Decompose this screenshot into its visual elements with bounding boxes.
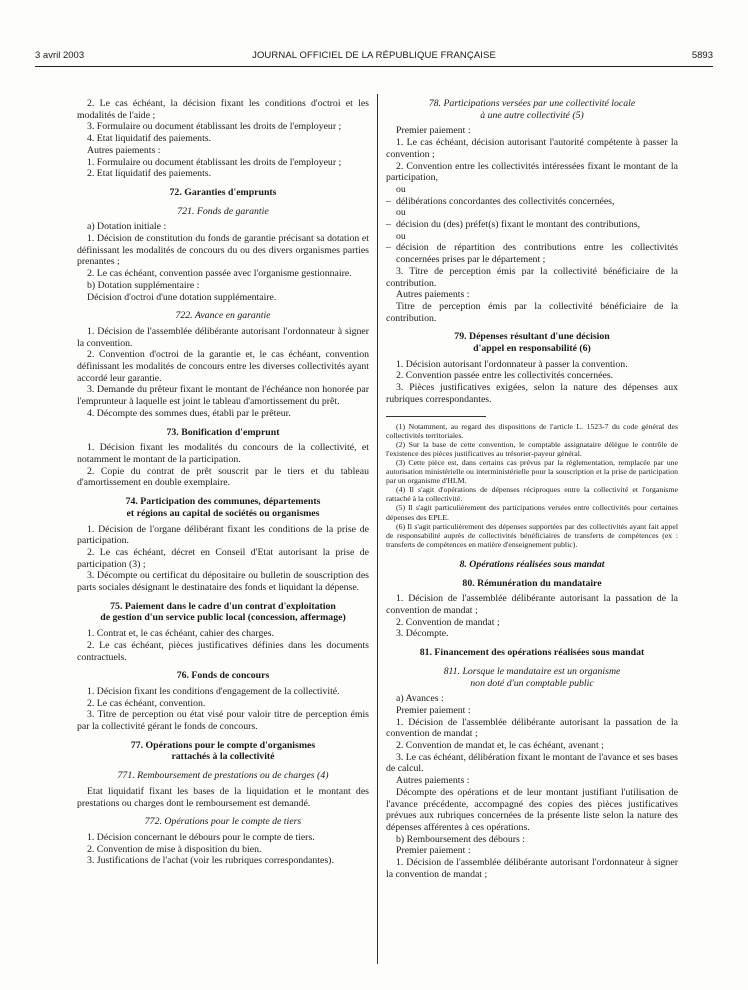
dash-item [386, 219, 678, 231]
paragraph: Premier paiement : [396, 704, 471, 716]
paragraph: 2. Le cas échéant, la décision fixant les conditions d'octroi et les modalités de l'aide ; [77, 98, 369, 121]
paragraph: 1. Décision concernant le débours pour le compte de tiers. [87, 831, 315, 843]
paragraph: 2. Convention de mise à disposition du bien. [87, 843, 262, 855]
paragraph: 2. Le cas échéant, convention passée avec l'organisme gestionnaire. [87, 268, 352, 280]
paragraph: 1. Décision fixant les modalités du concours de la collectivité, et notamment le montant de la participation. [77, 442, 369, 465]
paragraph: 3. Le cas échéant, délibération fixant le montant de l'avance et ses bases de calcul. [386, 751, 678, 775]
section-heading-81: 81. Financement des opérations réalisées sous mandat [419, 647, 645, 659]
heading-line: non doté d'un comptable public [470, 677, 594, 689]
or-connector: ou [396, 183, 406, 195]
paragraph: Premier paiement : [396, 845, 471, 857]
paragraph: 3. Pièces justificatives exigées, selon la nature des dépenses aux rubriques correspondantes. [386, 382, 678, 405]
section-heading-80: 80. Rémunération du mandataire [462, 577, 602, 589]
section-heading-75 [77, 601, 369, 624]
paragraph: Autres paiements : [396, 775, 470, 787]
paragraph: a) Dotation initiale : [87, 221, 167, 233]
footnotes [386, 422, 678, 549]
footnote: (4) Il s'agit d'opérations de dépenses réciproques entre la collectivité et l'organisme rattaché à la collectivité. [386, 485, 678, 504]
dash-item [386, 196, 678, 208]
section-heading-8: 8. Opérations réalisées sous mandat [459, 558, 605, 570]
paragraph: 1. Décision autorisant l'ordonnateur à passer la convention. [396, 358, 628, 370]
section-heading-77 [77, 740, 369, 763]
heading-line: 77. Opérations pour le compte d'organismes [130, 739, 316, 751]
paragraph: 1. Décision de l'assemblée délibérante autorisant l'ordonnateur à signer la convention de mandat ; [386, 857, 678, 880]
paragraph: Décompte des opérations et de leur montant justifiant l'utilisation de l'avance précédente, accompagné des copies des pièces justificatives prévues aux rubriques concernées de la présente liste selon la nature des dépenses afférentes à ces opérations. [386, 786, 678, 833]
paragraph: 2. Etat liquidatif des paiements. [87, 168, 212, 180]
dash-marker: – [386, 195, 391, 207]
header-page-number: 5893 [691, 50, 713, 61]
heading-line: d'appel en responsabilité (6) [473, 343, 591, 355]
or-connector: ou [396, 230, 406, 242]
or-connector: ou [396, 207, 406, 219]
paragraph: 4. Etat liquidatif des paiements. [87, 133, 212, 145]
heading-line: 79. Dépenses résultant d'une décision [454, 331, 610, 343]
dash-marker: – [386, 242, 391, 254]
paragraph: 2. Convention de mandat et, le cas échéant, avenant ; [396, 740, 604, 752]
paragraph: Décision d'octroi d'une dotation supplémentaire. [87, 291, 277, 303]
dash-item [386, 242, 678, 265]
paragraph: 1. Décision fixant les conditions d'engagement de la collectivité. [87, 685, 340, 697]
footnote-separator [386, 416, 486, 417]
dash-text: décision de répartition des contributions entre les collectivités concernées prises par le département ; [396, 242, 678, 266]
footnote: (6) Il s'agit particulièrement des dépenses supportées par des collectivités ayant fait appel de responsabilité auprès de collectivités bénéficiaires de transferts de compétences (ex : transferts de compétences en matière d'enseignement public). [386, 521, 678, 549]
heading-line: 75. Paiement dans le cadre d'un contrat d'exploitation [110, 600, 336, 612]
paragraph: a) Avances : [396, 693, 444, 705]
paragraph: 2. Convention entre les collectivités intéressées fixant le montant de la participation, [386, 160, 678, 184]
header-date: 3 avril 2003 [35, 50, 85, 61]
dash-text: délibérations concordantes des collectivités concernées, [396, 195, 615, 207]
section-heading-722: 722. Avance en garantie [175, 310, 271, 322]
paragraph: 3. Titre de perception émis par la collectivité bénéficiaire de la contribution. [386, 265, 678, 289]
paragraph: Autres paiements : [396, 289, 470, 301]
section-heading-73: 73. Bonification d'emprunt [166, 426, 280, 438]
section-heading-721: 721. Fonds de garantie [177, 205, 269, 217]
paragraph: 1. Décision de l'assemblée délibérante autorisant la passation de la convention de mandat ; [386, 716, 678, 740]
dash-marker: – [386, 219, 391, 231]
footnote: (1) Notamment, au regard des dispositions de l'article L. 1523-7 du code général des collectivités territoriales. [386, 421, 678, 440]
section-heading-76: 76. Fonds de concours [176, 670, 270, 682]
heading-line: rattachés à la collectivité [171, 751, 275, 763]
paragraph: Titre de perception émis par la collectivité bénéficiaire de la contribution. [386, 300, 678, 324]
left-column [77, 98, 369, 867]
heading-line: à une autre collectivité (5) [480, 109, 584, 121]
section-heading-811 [386, 666, 678, 689]
paragraph: 2. Convention d'octroi de la garantie et, le cas échéant, convention définissant les modalités de concours entre les diverses collectivités ayant accordé leur garantie. [77, 349, 369, 384]
section-heading-78 [386, 98, 678, 121]
paragraph: 2. Le cas échéant, pièces justificatives définies dans les documents contractuels. [77, 639, 369, 663]
section-heading-74 [77, 496, 369, 519]
paragraph: 3. Décompte. [396, 628, 449, 640]
paragraph: Autres paiements : [87, 144, 161, 156]
paragraph: b) Remboursement des débours : [396, 833, 525, 845]
paragraph: 2. Le cas échéant, convention. [87, 697, 206, 709]
paragraph: Etat liquidatif fixant les bases de la liquidation et le montant des prestations ou charges dont le remboursement est demandé. [77, 785, 369, 809]
dash-text: décision du (des) préfet(s) fixant le montant des contributions, [396, 219, 641, 231]
heading-line: et régions au capital de sociétés ou organismes [126, 507, 320, 519]
paragraph: 2. Convention passée entre les collectivités concernées. [396, 370, 614, 382]
paragraph: 3. Demande du prêteur fixant le montant de l'échéance non honorée par l'emprunteur à laquelle est joint le tableau d'amortissement du prêt. [77, 384, 369, 408]
paragraph: 3. Justifications de l'achat (voir les rubriques correspondantes). [87, 855, 334, 867]
paragraph: 3. Décompte ou certificat du dépositaire ou bulletin de souscription des parts sociales désignant le destinataire des fonds et liquidant la dépense. [77, 570, 369, 594]
paragraph: 3. Titre de perception ou état visé pour valoir titre de perception émis par la collectivité gérant le fonds de concours. [77, 709, 369, 733]
heading-line: de gestion d'un service public local (concession, affermage) [100, 612, 346, 624]
paragraph: 2. Copie du contrat de prêt souscrit par le tiers et du tableau d'amortissement en double exemplaire. [77, 465, 369, 489]
paragraph: 4. Décompte des sommes dues, établi par le prêteur. [87, 407, 291, 419]
paragraph: Premier paiement : [396, 125, 471, 137]
paragraph: 2. Convention de mandat ; [396, 616, 500, 628]
section-heading-72: 72. Garanties d'emprunts [169, 186, 277, 198]
column-divider [377, 94, 378, 964]
footnote: (2) Sur la base de cette convention, le comptable assignataire délègue le contrôle de l'existence des pièces justificatives au trésorier-payeur général. [386, 439, 678, 458]
heading-line: 811. Lorsque le mandataire est un organisme [443, 665, 621, 677]
paragraph: 1. Décision de constitution du fonds de garantie précisant sa dotation et définissant les modalités de concours du ou des divers organismes parties prenantes ; [77, 233, 369, 268]
paragraph: 1. Décision de l'organe délibérant fixant les conditions de la prise de participation. [77, 523, 369, 547]
footnote: (5) Il s'agit particulièrement des participations versées entre collectivités pour certaines dépenses des EPLE. [386, 503, 678, 522]
section-heading-79 [386, 331, 678, 354]
paragraph: 1. Formulaire ou document établissant les droits de l'employeur ; [87, 156, 342, 168]
paragraph: 1. Décision de l'assemblée délibérante autorisant l'ordonnateur à signer la convention. [77, 325, 369, 349]
section-heading-772: 772. Opérations pour le compte de tiers [144, 816, 302, 828]
paragraph: 1. Contrat et, le cas échéant, cahier des charges. [87, 628, 274, 640]
paragraph: 3. Formulaire ou document établissant les droits de l'employeur ; [87, 121, 342, 133]
heading-line: 78. Participations versées par une collectivité locale [428, 98, 636, 109]
heading-line: 74. Participation des communes, départements [125, 496, 321, 508]
footnote: (3) Cette pièce est, dans certains cas prévus par la réglementation, remplacée par une autorisation ministérielle ou interministérielle pour la souscription et la prise de participation par un organisme d'HLM. [386, 457, 678, 486]
paragraph: 1. Le cas échéant, décision autorisant l'autorité compétente à passer la convention ; [386, 137, 678, 160]
paragraph: b) Dotation supplémentaire : [87, 279, 200, 291]
section-heading-771: 771. Remboursement de prestations ou de charges (4) [117, 770, 329, 782]
right-column [386, 98, 678, 880]
header-title: JOURNAL OFFICIEL DE LA RÉPUBLIQUE FRANÇAISE [252, 50, 496, 61]
paragraph: 1. Décision de l'assemblée délibérante autorisant la passation de la convention de mandat ; [386, 593, 678, 616]
paragraph: 2. Le cas échéant, décret en Conseil d'Etat autorisant la prise de participation (3) ; [77, 546, 369, 570]
page-header [35, 50, 713, 67]
